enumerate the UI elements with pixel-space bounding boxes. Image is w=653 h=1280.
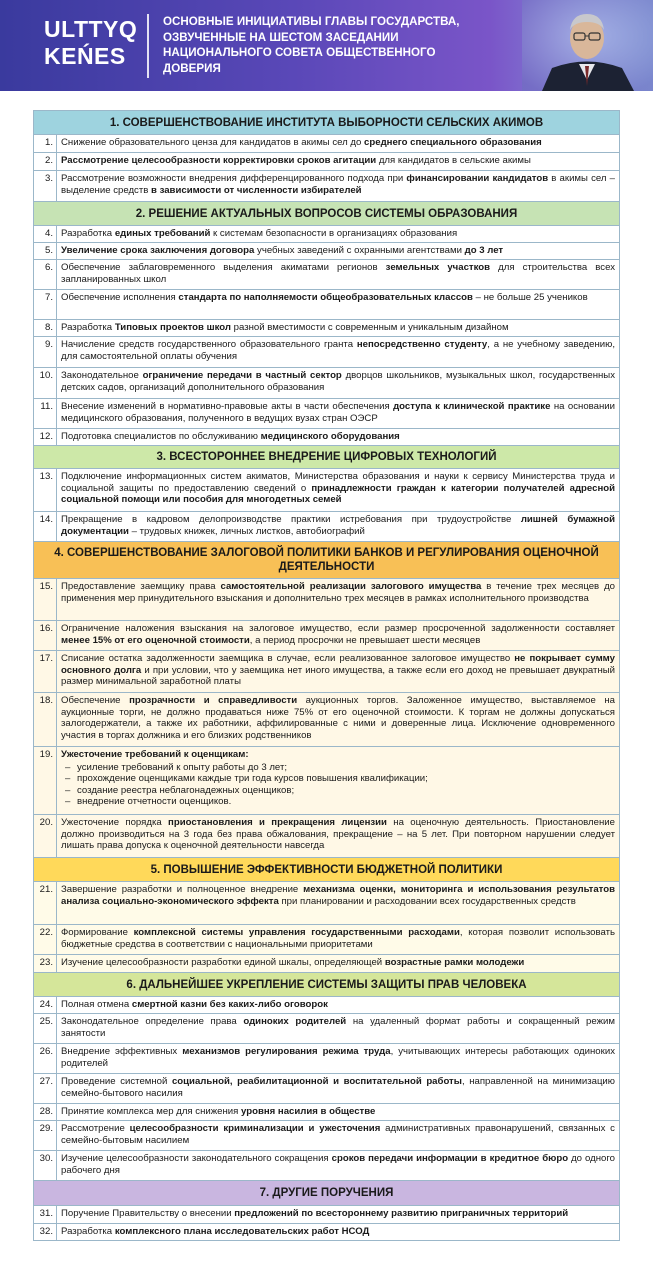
table-row [33,924,620,954]
table-row [33,259,620,289]
row-text: Подготовка специалистов по обслуживанию медицинского оборудования [61,431,400,442]
list-item: – создание реестра неблагонадежных оценщиков; [61,785,615,797]
row-text: Разработка Типовых проектов школ разной вместимости с современным и уникальным дизайном [61,322,509,333]
table-row [33,289,620,319]
row-number: 9. [34,337,57,367]
table-row [33,954,620,972]
row-number: 7. [34,290,57,319]
row-number: 17. [34,651,57,692]
row-text: Проведение системной социальной, реабилитационной и воспитательной работы, направленной на минимизацию семейно-бытового насилия [61,1076,615,1099]
row-text: Обеспечение исполнения стандарта по наполняемости общеобразовательных классов – не больше 25 учеников [61,292,588,303]
section-title: 1. СОВЕРШЕНСТВОВАНИЕ ИНСТИТУТА ВЫБОРНОСТИ СЕЛЬСКИХ АКИМОВ [33,110,620,134]
table-row [33,242,620,259]
row-number: 15. [34,579,57,620]
row-text: Внесение изменений в нормативно-правовые акты в части обеспечения доступа к клинической практике на основании медицинского образования, полученного в ведущих вузах стран ОЭСР [61,401,616,424]
row-text: Разработка комплексного плана исследовательских работ НСОД [61,1226,370,1237]
section-title: 7. ДРУГИЕ ПОРУЧЕНИЯ [33,1180,620,1205]
row-text: Обеспечение заблаговременного выделения акиматами регионов земельных участков для строительства всех запланированных школ [61,262,616,285]
row-number: 25. [34,1014,57,1043]
row-text: Списание остатка задолженности заемщика в случае, если реализованное залоговое имущество не покрывает сумму основного долга и при условии, что у заемщика нет иного имущества, а также если его доход не превышает двукратный размер минимальной заработной платы [61,653,615,688]
table-row [33,225,620,242]
row-number: 11. [34,399,57,428]
page-title: ОСНОВНЫЕ ИНИЦИАТИВЫ ГЛАВЫ ГОСУДАРСТВА, ОЗВУЧЕННЫЕ НА ШЕСТОМ ЗАСЕДАНИИ НАЦИОНАЛЬНОГО СОВЕТА ОБЩЕСТВЕННОГО ДОВЕРИЯ [163,15,460,75]
row-text: Подключение информационных систем акиматов, Министерства образования и науки к сервису Министерства труда и социальной защиты по предоставлению сведений о принадлежности граждан к категории получателей адресной социальной помощи или пособия для многодетных семей [61,471,615,506]
portrait-image [522,0,653,91]
row-number: 22. [34,925,57,954]
table-row [33,1073,620,1103]
row-text: Предоставление заемщику права самостоятельной реализации залогового имущества в течение трех месяцев до применения мер принудительного взыскания и дополнительно трех месяцев в рамках исполнительного производства [61,581,616,604]
row-text: Законодательное определение права одиноких родителей на удаленный формат работы и сокращенный режим занятости [61,1016,615,1039]
table-row [33,1205,620,1223]
table-row [33,578,620,620]
header-banner [0,0,653,91]
row-number: 3. [34,171,57,201]
table-row [33,152,620,170]
row-number: 2. [34,153,57,170]
row-text: Ограничение наложения взыскания на залоговое имущество, если размер просроченной задолженности составляет менее 15% от его оценочной стоимости, а период просрочки не превышает шести месяцев [61,623,615,646]
row-text: Обеспечение прозрачности и справедливости аукционных торгов. Заложенное имущество, выставляемое на аукционные торги, не должно продаваться ниже 75% от его оценочной стоимости. К торгам не должны допускаться залогодержатели, а также их работники, аффилированные с ними и доверенные лица. Исключение одновременного участия в торгах должника и его близких родственников [61,695,615,741]
logo-line-1: ULTTYQ [44,16,138,42]
section-4 [33,541,620,857]
row-number: 6. [34,260,57,289]
list-item: – внедрение отчетности оценщиков. [61,796,615,808]
row-text: Рассмотрение возможности внедрения дифференцированного подхода при финансировании кандидатов в акимы сел – выделение средств в зависимости от численности избирателей [61,173,615,196]
row-number: 23. [34,955,57,972]
row-text: Ужесточение порядка приостановления и прекращения лицензии на оценочную деятельность. Приостановление должно производиться на 3 года без права обжалования, прекращение – на 5 лет. При повторном нарушении следует лишать права допуска к оценочной деятельности навсегда [61,817,615,852]
table-row [33,1150,620,1180]
brand-logo[interactable] [44,16,138,76]
row-text: Законодательное ограничение передачи в частный сектор дворцов школьников, музыкальных школ, государственных детских садов, организаций дополнительного образования [61,370,615,393]
table-row [33,134,620,152]
list-item: – усиление требований к опыту работы до 3 лет; [61,762,615,774]
section-title: 2. РЕШЕНИЕ АКТУАЛЬНЫХ ВОПРОСОВ СИСТЕМЫ ОБРАЗОВАНИЯ [33,201,620,225]
row-text: Завершение разработки и полноценное внедрение механизма оценки, мониторинга и использования результатов анализа социально-экономического эффекта при планировании и расходовании всех государственных средств [61,884,616,907]
table-row [33,1043,620,1073]
section-2 [33,201,620,445]
table-row [33,468,620,511]
row-number: 16. [34,621,57,650]
row-text: Изучение целесообразности законодательного сокращения сроков передачи информации в кредитное бюро до одного рабочего дня [61,1153,615,1176]
table-row [33,367,620,398]
row-number: 1. [34,135,57,152]
row-heading: Ужесточение требований к оценщикам: [61,749,249,760]
row-number: 18. [34,693,57,746]
section-title: 4. СОВЕРШЕНСТВОВАНИЕ ЗАЛОГОВОЙ ПОЛИТИКИ БАНКОВ И РЕГУЛИРОВАНИЯ ОЦЕНОЧНОЙ ДЕЯТЕЛЬНОСТИ [33,541,620,578]
row-number: 28. [34,1104,57,1120]
row-number: 8. [34,320,57,336]
section-7 [33,1180,620,1241]
table-row [33,620,620,650]
row-number: 13. [34,469,57,511]
header-divider [147,14,149,78]
row-text [57,747,619,814]
requirements-list [61,762,615,808]
table-row [33,428,620,445]
section-3 [33,445,620,541]
section-5 [33,857,620,972]
table-row [33,814,620,857]
row-number: 21. [34,882,57,924]
row-number: 27. [34,1074,57,1103]
table-row [33,1223,620,1241]
table-row [33,692,620,746]
row-number: 32. [34,1224,57,1240]
row-number: 29. [34,1121,57,1150]
table-row [33,1013,620,1043]
row-text: Полная отмена смертной казни без каких-либо оговорок [61,999,328,1010]
row-number: 14. [34,512,57,541]
row-number: 30. [34,1151,57,1180]
row-number: 26. [34,1044,57,1073]
row-text: Внедрение эффективных механизмов регулирования режима труда, учитывающих интересы работающих одиноких родителей [61,1046,615,1069]
logo-line-2: KEŃES [44,43,126,69]
section-6 [33,972,620,1180]
section-title: 5. ПОВЫШЕНИЕ ЭФФЕКТИВНОСТИ БЮДЖЕТНОЙ ПОЛИТИКИ [33,857,620,881]
table-row [33,881,620,924]
row-text: Прекращение в кадровом делопроизводстве практики истребования при трудоустройстве лишней бумажной документации – трудовых книжек, личных листков, автобиографий [61,514,615,537]
table-row [33,650,620,692]
row-text: Рассмотрение целесообразности корректировки сроков агитации для кандидатов в сельские акимы [61,155,531,166]
row-number: 20. [34,815,57,857]
table-row [33,996,620,1013]
section-title: 3. ВСЕСТОРОННЕЕ ВНЕДРЕНИЕ ЦИФРОВЫХ ТЕХНОЛОГИЙ [33,445,620,468]
row-number: 10. [34,368,57,398]
row-number: 19. [34,747,57,814]
initiatives-table [33,110,620,1241]
row-text: Формирование комплексной системы управления государственными расходами, которая позволит использовать бюджетные средства в соответствии с национальными приоритетами [61,927,615,950]
table-row [33,746,620,814]
section-title: 6. ДАЛЬНЕЙШЕЕ УКРЕПЛЕНИЕ СИСТЕМЫ ЗАЩИТЫ ПРАВ ЧЕЛОВЕКА [33,972,620,996]
row-text: Принятие комплекса мер для снижения уровня насилия в обществе [61,1106,376,1117]
table-row [33,398,620,428]
row-number: 24. [34,997,57,1013]
row-text: Увеличение срока заключения договора учебных заведений с охранными агентствами до 3 лет [61,245,504,256]
row-text: Начисление средств государственного образовательного гранта непосредственно студенту, а не учебному заведению, для самостоятельной оплаты обучения [61,339,615,362]
table-row [33,319,620,336]
section-1 [33,110,620,201]
table-row [33,170,620,201]
row-text: Разработка единых требований к системам безопасности в организациях образования [61,228,458,239]
row-number: 4. [34,226,57,242]
row-number: 12. [34,429,57,445]
row-number: 31. [34,1206,57,1223]
row-text: Рассмотрение целесообразности криминализации и ужесточения административных правонарушений, связанных с семейно-бытовым насилием [61,1123,615,1146]
table-row [33,1103,620,1120]
table-row [33,336,620,367]
row-text: Изучение целесообразности разработки единой шкалы, определяющей возрастные рамки молодежи [61,957,525,968]
list-item: – прохождение оценщиками каждые три года курсов повышения квалификации; [61,773,615,785]
row-text: Снижение образовательного ценза для кандидатов в акимы сел до среднего специального образования [61,137,542,148]
row-text: Поручение Правительству о внесении предложений по всестороннему развитию приграничных территорий [61,1208,569,1219]
table-row [33,1120,620,1150]
table-row [33,511,620,541]
row-number: 5. [34,243,57,259]
